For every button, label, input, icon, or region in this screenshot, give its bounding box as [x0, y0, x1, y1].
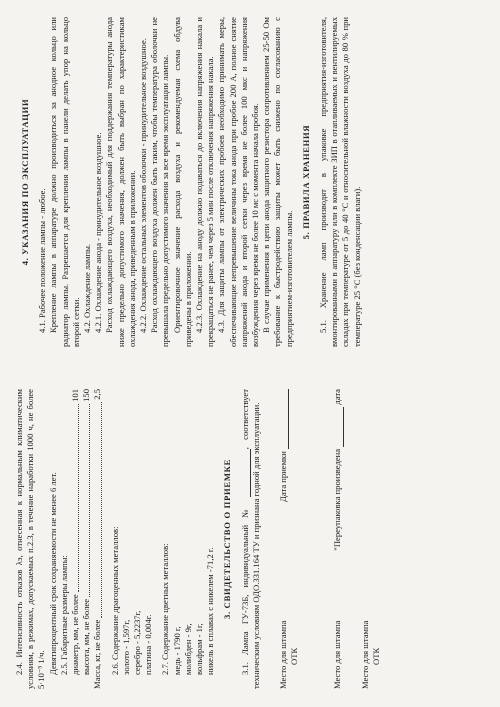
- acceptance-stamp-place: Место для штампа ОТК: [278, 620, 300, 689]
- paragraph-4-2: 4.2. Охлаждение лампы.: [82, 244, 93, 333]
- paragraph-3-1: 3.1. Лампа ГУ-73Б, индивидуальный № , соответствует техническим условиям ОДО.331.164 ТУ и признана годной для эксплуатации.: [239, 389, 261, 689]
- paragraph-4-2-2c: Ориентировочное значение расхода воздуха и рекомендуемая схема обдува приведены в приложении.: [171, 17, 193, 347]
- paragraph-4-1: 4.1. Рабочее положение лампы - любое.: [37, 188, 48, 333]
- paragraph-4-2-1: 4.2.1. Охлаждение анода - принудительное воздушное.: [93, 132, 104, 333]
- paragraph-4-3b: В случае применения в цепи анода защитного резистора сопротивлением 25-50 Ом требование к быстродействию защиты может быть снижено по согласованию с предприятием-изготовителем лампы.: [261, 17, 294, 347]
- repack-row: Место для штампа "Переупаковка произведена дата: [332, 389, 343, 689]
- paragraph-5-1: 5.1. Хранение ламп производят в упаковке предприятия-изготовителя, вмонтированными в аппаратуру или в комплекте ЗИП в отапливаемых и вентилируемых складах при температуре от 5 до 40 °С и относительной влажности воздуха до 80 % при температуре 25 °С (без конденсации влаги).: [318, 17, 362, 347]
- paragraph-2-7: 2.7. Содержание цветных металлов:: [160, 543, 171, 675]
- metal-copper: медь - 1790 г,: [171, 626, 182, 675]
- right-column: [14, 17, 363, 347]
- paragraph-4-1b: Крепление лампы в аппаратуре должно производиться за анодное кольцо или радиатор лампы. Разрешается для крепления лампы в панели делать упор на кольцо второй сетки.: [48, 17, 81, 347]
- dimension-diameter: диаметр, мм, не более 101: [70, 389, 81, 675]
- paragraph-4-2-1b: Расход охлаждающего воздуха, необходимый для поддержания температуры анода ниже предельно допустимого значения, должен быть выбран по характеристикам охлаждения анода, приведенным в приложении.: [104, 17, 137, 347]
- paragraph-4-3: 4.3. Для защиты лампы от электрических пробоев необходимо принимать меры, обеспечивающие непревышение величины тока анода при пробое 200 А, полное снятие напряжений анода и второй сетки через время не более 100 мкс и напряжения возбуждения через время не более 10 мс с момента начала пробоя.: [216, 17, 261, 347]
- metal-platinum: платина - 0,004г.: [143, 614, 154, 675]
- metal-silver: серебро - 5,2237г,: [132, 610, 143, 675]
- durability-text: Девятипроцентный срок сохраняемости не менее 6 лет.: [47, 472, 58, 675]
- paragraph-2-6: 2.6. Содержание драгоценных металлов:: [109, 526, 120, 675]
- paragraph-4-2-3: 4.2.3. Охлаждение на аноду должно подаваться до включения напряжения накала и прекращаться не ранее, чем через 5 мин после отключения напряжения накала.: [194, 17, 216, 347]
- paragraph-2-4: 2.4. Интенсивность отказов λэ, отнесенная к нормальным климатическим условиям, в режимах, допускаемых п.2.3, в течение наработки 1000 ч, не более 5·10⁻⁵ 1/ч.: [14, 389, 47, 689]
- repack-stamp-place: Место для штампа ОТК: [359, 620, 381, 689]
- metal-nickel: никель в сплавах с никелем -71,2 г.: [205, 547, 216, 675]
- dimension-height: высота, мм, не более 150: [81, 389, 92, 675]
- left-column: [14, 389, 382, 689]
- paragraph-4-2-2b: Расход охлаждающего воздуха должен быть таким, чтобы температура оболочки не превышала предельно допустимого значения за все время эксплуатации лампы.: [149, 17, 171, 347]
- section-3-heading: 3. СВИДЕТЕЛЬСТВО О ПРИЕМКЕ: [222, 458, 233, 620]
- section-4-heading: 4. УКАЗАНИЯ ПО ЭКСПЛУАТАЦИИ: [20, 98, 30, 266]
- section-5-heading: 5. ПРАВИЛА ХРАНЕНИЯ: [300, 124, 311, 240]
- paragraph-2-5: 2.5. Габаритные размеры лампы:: [58, 555, 69, 675]
- paragraph-4-2-2: 4.2.2. Охлаждение остальных элементов оболочки - принудительное воздушное.: [138, 38, 149, 333]
- metal-tungsten: вольфрам - 1г,: [194, 623, 205, 675]
- acceptance-signature-row: [272, 389, 300, 689]
- metal-molybdenum: молибден - 9г,: [182, 623, 193, 675]
- acceptance-date: Дата приемки: [278, 389, 300, 502]
- metal-gold: золото - 1,597г,: [120, 619, 131, 675]
- mass-row: Масса, кг, не более 2,5: [92, 389, 103, 689]
